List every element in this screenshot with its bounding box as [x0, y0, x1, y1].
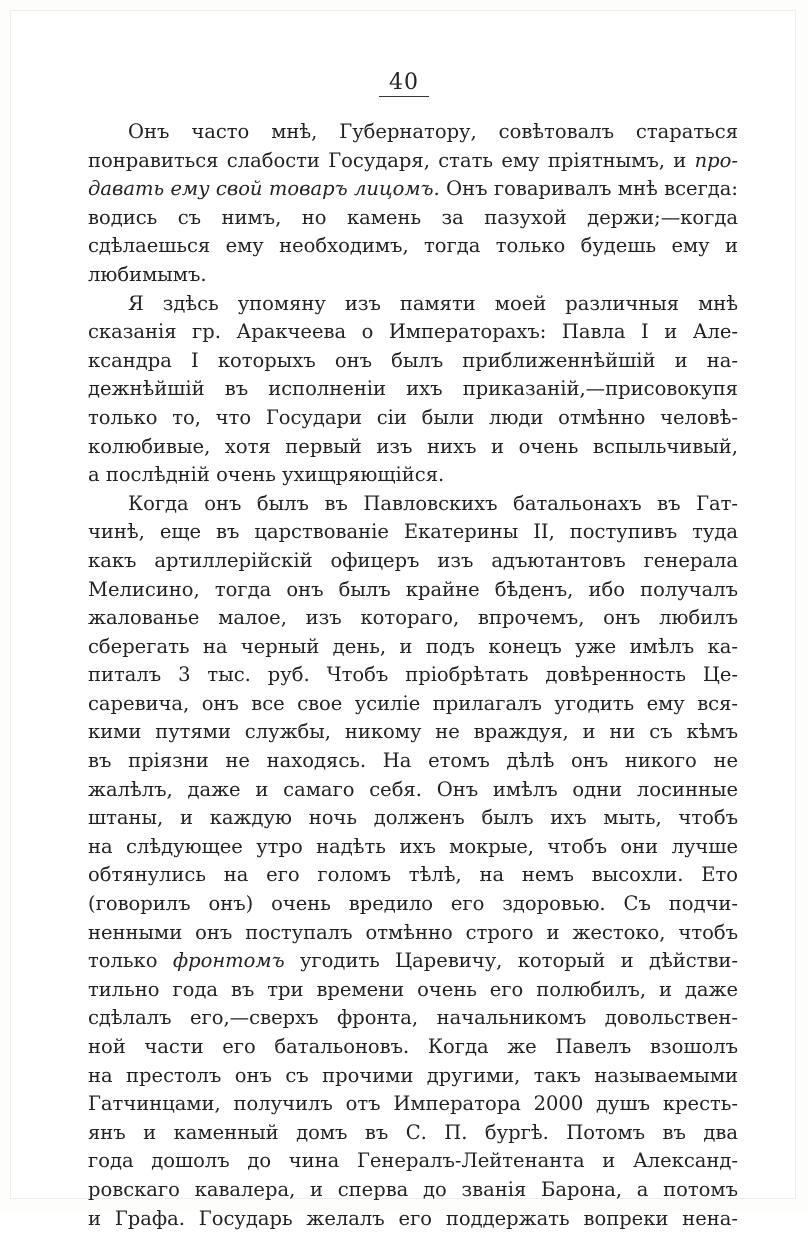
text-run: въ пріязни не находясь. На етомъ дѣлѣ онъ никого не	[88, 749, 738, 773]
body-text	[88, 118, 738, 1233]
text-run: а послѣдній очень ухищряющійся.	[88, 463, 445, 487]
text-run: ной части его батальоновъ. Когда же Павелъ взошолъ	[88, 1035, 738, 1058]
text-line	[88, 976, 738, 1005]
page-number	[0, 70, 808, 97]
text-line	[88, 461, 738, 490]
text-line	[88, 804, 738, 833]
text-run: ненными онъ поступалъ отмѣнно строго и жестоко, чтобъ	[88, 920, 738, 944]
text-run: Гатчинцами, получилъ отъ Императора 2000 душъ кресть-	[88, 1092, 738, 1116]
text-run: водись съ нимъ, но камень за пазухой держи;—когда	[88, 205, 738, 229]
text-run: ровскаго кавалера, и сперва до званія Барона, а потомъ	[88, 1177, 738, 1201]
text-line	[88, 118, 738, 147]
text-run: обтянулись на его голомъ тѣлѣ, на немъ высохли. Ето	[88, 863, 738, 887]
text-line	[88, 1062, 738, 1091]
text-run: (говорилъ онъ) очень вредило его здоровью. Съ подчи-	[88, 892, 738, 916]
text-run: сдѣлаешься ему необходимъ, тогда только будешь ему и	[88, 234, 738, 258]
text-line	[88, 747, 738, 776]
text-line	[88, 776, 738, 805]
text-run: тильно года въ три времени очень его полюбилъ, и даже	[88, 977, 738, 1001]
text-line	[88, 890, 738, 919]
text-run: понравиться слабости Государя, стать ему пріятнымъ, и	[88, 148, 695, 172]
text-run: и Графа. Государь желалъ его поддержать вопреки нена-	[88, 1206, 738, 1230]
text-run: янъ и каменный домъ въ С. П. бургѣ. Потомъ въ два	[88, 1120, 738, 1144]
text-run: на слѣдующее утро надѣть ихъ мокрые, чтобъ они лучше	[88, 834, 738, 858]
text-run: Онъ часто мнѣ, Губернатору, совѣтовалъ стараться	[128, 120, 738, 143]
text-run: жалованье малое, изъ котораго, впрочемъ, онъ любилъ	[88, 606, 738, 630]
text-line	[88, 604, 738, 633]
text-line	[88, 375, 738, 404]
text-run: штаны, и каждую ночь долженъ былъ ихъ мыть, чтобъ	[88, 806, 738, 830]
text-line	[88, 318, 738, 347]
text-line	[88, 1033, 738, 1062]
text-run: чинѣ, еще въ царствованіе Екатерины II, поступивъ туда	[88, 520, 738, 544]
text-run: жалѣлъ, даже и самаго себя. Онъ имѣлъ одни лосинные	[88, 777, 738, 801]
text-line	[88, 576, 738, 605]
text-run: питалъ 3 тыс. руб. Чтобъ пріобрѣтать довѣренность Це-	[88, 663, 738, 687]
text-run: сказанія гр. Аракчеева о Императорахъ: Павла I и Але-	[88, 320, 738, 344]
text-line	[88, 290, 738, 319]
text-line	[88, 347, 738, 376]
text-line	[88, 204, 738, 233]
text-run: кими путями службы, никому не враждуя, и ни съ кѣмъ	[88, 720, 738, 744]
text-line	[88, 547, 738, 576]
text-run: какъ артиллерійскій офицеръ изъ адъютантовъ генерала	[88, 548, 738, 572]
page-number-text: 40	[379, 70, 429, 97]
text-line	[88, 661, 738, 690]
text-run: года дошолъ до чина Генералъ-Лейтенанта и Александ-	[88, 1149, 738, 1173]
text-line	[88, 1176, 738, 1205]
text-line	[88, 490, 738, 519]
text-run: ксандра I которыхъ онъ былъ приближеннѣйшій и на-	[88, 348, 738, 372]
text-run: Я здѣсь упомяну изъ памяти моей различныя мнѣ	[128, 291, 738, 315]
text-line	[88, 261, 738, 290]
text-run: только то, что Государи сіи были люди отмѣнно человѣ-	[88, 405, 738, 429]
italic-text: давать ему свой товаръ лицомъ.	[88, 177, 440, 201]
text-run: сберегать на черный день, и подъ конецъ уже имѣлъ ка-	[88, 634, 738, 658]
text-run: дежнѣйшій въ исполненіи ихъ приказаній,—присовокупя	[88, 377, 738, 401]
text-line	[88, 175, 738, 204]
text-run: саревича, онъ все свое усиліе прилагалъ угодить ему вся-	[88, 691, 738, 715]
text-run: любимымъ.	[88, 262, 207, 286]
text-line	[88, 1147, 738, 1176]
text-line	[88, 633, 738, 662]
italic-text: фронтомъ	[172, 949, 285, 973]
text-run: только	[88, 949, 173, 973]
text-run: на престолъ онъ съ прочими другими, такъ называемыми	[88, 1063, 738, 1087]
italic-text: про-	[694, 148, 738, 172]
text-line	[88, 861, 738, 890]
text-line	[88, 518, 738, 547]
text-run: Онъ говаривалъ мнѣ всегда:	[439, 177, 738, 201]
text-line	[88, 1205, 738, 1233]
text-run: сдѣлалъ его,—сверхъ фронта, начальникомъ довольствен-	[88, 1006, 738, 1030]
text-line	[88, 1119, 738, 1148]
text-line	[88, 718, 738, 747]
text-line	[88, 947, 738, 976]
text-line	[88, 1004, 738, 1033]
text-run: Мелисино, тогда онъ былъ крайне бѣденъ, ибо получалъ	[88, 577, 738, 601]
text-line	[88, 147, 738, 176]
text-line	[88, 833, 738, 862]
text-line	[88, 1090, 738, 1119]
text-line	[88, 433, 738, 462]
text-run: колюбивые, хотя первый изъ нихъ и очень вспыльчивый,	[88, 434, 738, 458]
text-line	[88, 232, 738, 261]
text-line	[88, 919, 738, 948]
text-line	[88, 690, 738, 719]
text-run: угодить Царевичу, который и дѣйстви-	[284, 949, 738, 973]
text-line	[88, 404, 738, 433]
text-run: Когда онъ былъ въ Павловскихъ батальонахъ въ Гат-	[128, 491, 738, 515]
